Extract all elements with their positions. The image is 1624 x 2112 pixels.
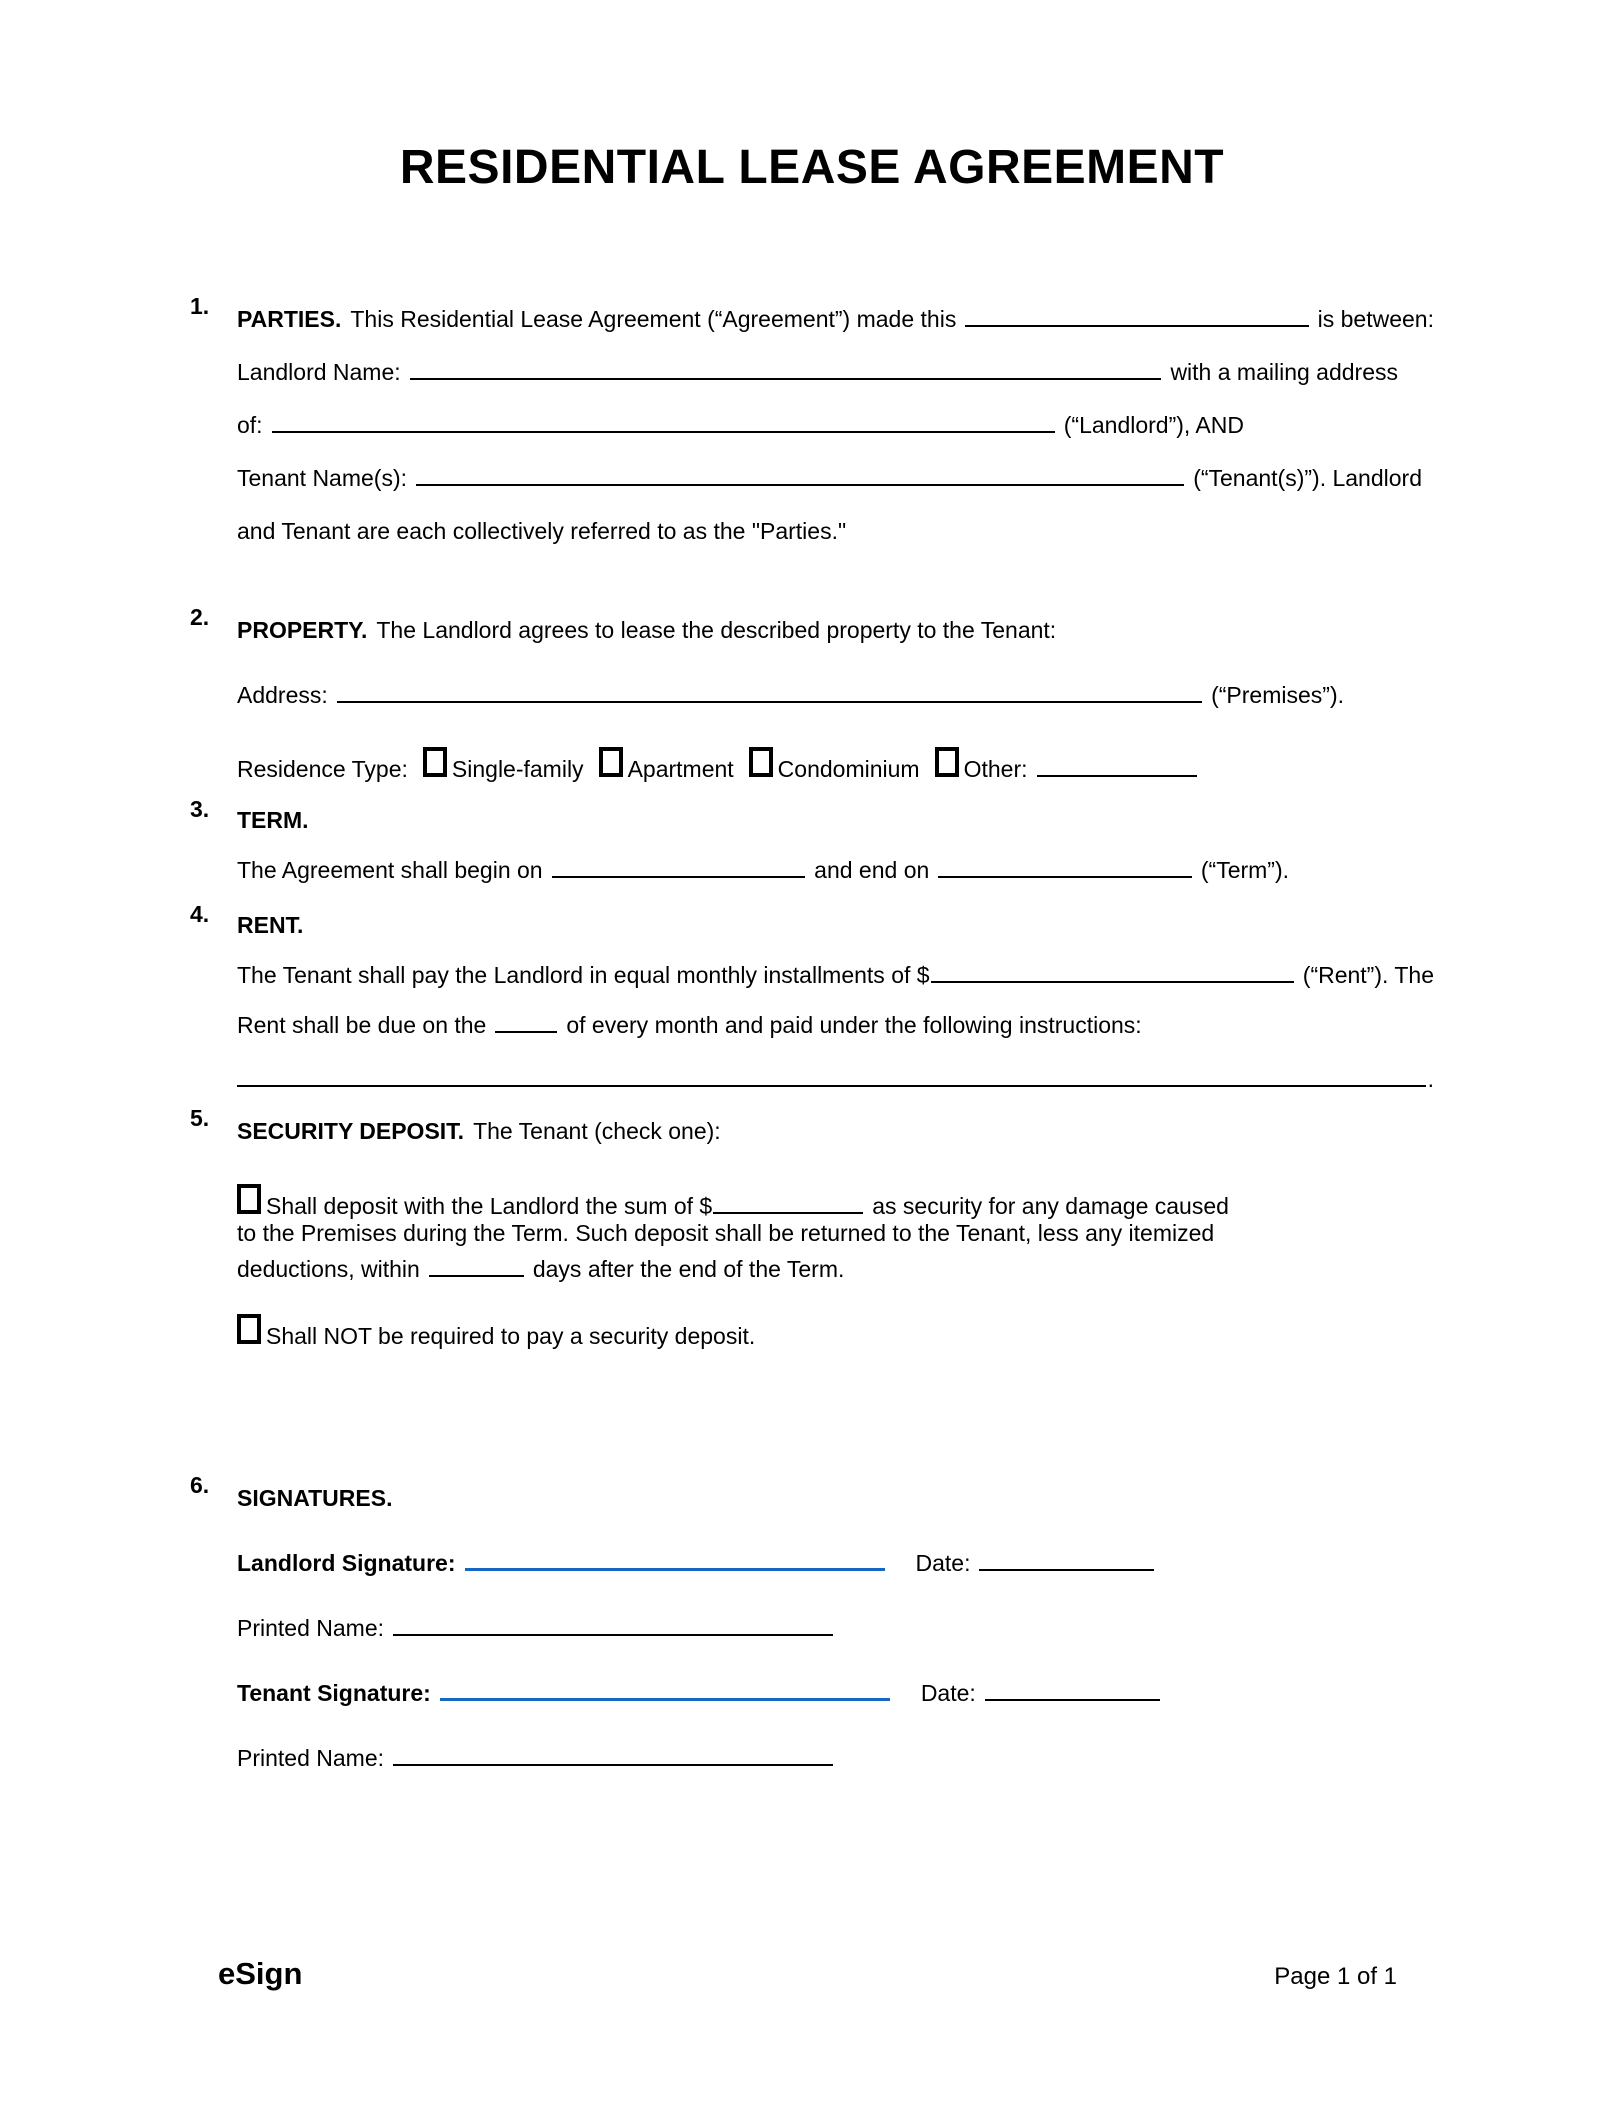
blank-residence-other[interactable] [1037,775,1197,777]
section-number: 5. [190,1105,210,1131]
blank-term-start-date[interactable] [552,876,806,878]
blank-tenant-sign-date[interactable] [985,1699,1160,1701]
blank-property-address[interactable] [337,701,1202,703]
deposit-option1-line1-pre: Shall deposit with the Landlord the sum of $ [266,1193,713,1219]
tenant-names-label: Tenant Name(s): [237,465,408,491]
section-parties-content [237,293,1434,558]
blank-payment-instructions[interactable] [237,1085,1426,1087]
parties-label: PARTIES. [237,306,342,332]
page-footer [218,1956,1397,1992]
blank-tenant-printed-name[interactable] [393,1764,833,1766]
rent-line3-post: . [1427,1066,1434,1092]
blank-deposit-amount[interactable] [713,1212,863,1214]
deposit-option1-line3 [237,1254,1434,1290]
rent-line2-post: of every month and paid under the following instructions: [566,1012,1142,1038]
security-deposit-heading-line [237,1105,1434,1158]
security-deposit-heading-rest: The Tenant (check one): [473,1118,721,1144]
blank-rent-due-day[interactable] [495,1031,557,1033]
deposit-option1-line3-post: days after the end of the Term. [532,1256,845,1282]
checkbox-other[interactable] [935,747,959,777]
parties-intro-line [237,293,1434,346]
checkbox-apartment[interactable] [599,747,623,777]
landlord-printed-name-label: Printed Name: [237,1615,385,1641]
signatures-heading-line [237,1472,1434,1525]
residence-option-label: Other: [963,756,1028,782]
landlord-name-line [237,346,1398,399]
deposit-option1-line2-text: to the Premises during the Term. Such deposit shall be returned to the Tenant, less any itemized [237,1220,1215,1246]
parties-closing: and Tenant are each collectively referred to as the "Parties." [237,518,847,544]
parties-intro-post: is between: [1317,306,1434,332]
checkbox-condominium[interactable] [749,747,773,777]
checkbox-deposit-required[interactable] [237,1184,261,1214]
tenant-date-label: Date: [920,1680,976,1706]
blank-tenant-signature[interactable] [440,1698,890,1701]
rent-line1-pre: The Tenant shall pay the Landlord in equal monthly installments of $ [237,962,930,988]
rent-due-line [237,1001,1434,1051]
section-property [190,604,1434,787]
landlord-date-label: Date: [915,1550,971,1576]
mailing-address-line [237,399,1244,452]
property-label: PROPERTY. [237,617,368,643]
signatures-label: SIGNATURES. [237,1485,393,1511]
deposit-option1-line1-post: as security for any damage caused [872,1193,1229,1219]
tenant-signature-label: Tenant Signature: [237,1680,431,1706]
section-rent [190,901,1434,1105]
landlord-name-post: with a mailing address [1170,359,1398,385]
property-heading-rest: The Landlord agrees to lease the described property to the Tenant: [376,617,1057,643]
deposit-option1-line3-pre: deductions, within [237,1256,420,1282]
esign-logo: eSign [218,1956,303,1991]
section-signatures [190,1472,1434,1785]
section-number: 3. [190,796,210,822]
section-security-deposit-content [237,1105,1434,1352]
section-term [190,796,1434,896]
mailing-of-post: (“Landlord”), AND [1063,412,1244,438]
term-line-pre: The Agreement shall begin on [237,857,543,883]
blank-term-end-date[interactable] [938,876,1192,878]
mailing-of-label: of: [237,412,263,438]
checkbox-single-family[interactable] [423,747,447,777]
checkbox-no-deposit[interactable] [237,1314,261,1344]
residence-type-label: Residence Type: [237,756,408,782]
property-address-line [237,669,1344,722]
rent-amount-line [237,951,1434,1001]
term-line-post: (“Term”). [1200,857,1290,883]
residence-option-label: Condominium [777,756,920,782]
section-number: 4. [190,901,210,927]
tenant-signature-line [237,1667,1434,1720]
blank-tenant-names[interactable] [416,484,1184,486]
section-property-content [237,604,1434,787]
landlord-signature-line [237,1537,1434,1590]
section-rent-content [237,901,1434,1105]
landlord-printed-name-line [237,1602,1434,1655]
property-address-post: (“Premises”). [1211,682,1344,708]
section-signatures-content [237,1472,1434,1785]
property-address-label: Address: [237,682,328,708]
property-heading-line [237,604,1434,657]
landlord-signature-label: Landlord Signature: [237,1550,456,1576]
section-term-content [237,796,1434,896]
security-deposit-label: SECURITY DEPOSIT. [237,1118,465,1144]
page-title: RESIDENTIAL LEASE AGREEMENT [399,141,1225,194]
rent-heading-line [237,901,1434,951]
section-security-deposit [190,1105,1434,1352]
blank-mailing-address[interactable] [272,431,1055,433]
rent-instructions-line [237,1055,1434,1105]
blank-deposit-return-days[interactable] [429,1275,524,1277]
parties-intro-pre: This Residential Lease Agreement (“Agreement”) made this [350,306,957,332]
tenant-printed-name-label: Printed Name: [237,1745,385,1771]
blank-landlord-signature[interactable] [465,1568,885,1571]
section-number: 1. [190,293,210,319]
rent-label: RENT. [237,912,304,938]
blank-landlord-sign-date[interactable] [979,1569,1154,1571]
residence-type-line [237,734,1434,787]
blank-landlord-printed-name[interactable] [393,1634,833,1636]
rent-line2-pre: Rent shall be due on the [237,1012,487,1038]
rent-line1-post: (“Rent”). The [1302,962,1434,988]
section-number: 2. [190,604,210,630]
blank-rent-amount[interactable] [931,981,1294,983]
term-heading-line [237,796,1434,846]
page-number-indicator: Page 1 of 1 [1274,1963,1397,1990]
deposit-option1-line1 [237,1182,1434,1218]
deposit-option2-text: Shall NOT be required to pay a security deposit. [266,1323,756,1349]
term-line-mid: and end on [814,857,930,883]
term-dates-line [237,846,1289,896]
section-parties [190,293,1434,558]
tenant-printed-name-line [237,1732,1434,1785]
term-label: TERM. [237,807,309,833]
residence-option-label: Single-family [451,756,584,782]
landlord-name-label: Landlord Name: [237,359,401,385]
parties-closing-line [237,505,1434,558]
section-number: 6. [190,1472,210,1498]
tenant-names-post: (“Tenant(s)”). Landlord [1193,465,1422,491]
deposit-option1-line2 [237,1218,1434,1254]
deposit-option2-line [237,1312,1434,1352]
residence-option-label: Apartment [627,756,734,782]
blank-date-made[interactable] [965,325,1308,327]
tenant-names-line [237,452,1422,505]
blank-landlord-name[interactable] [410,378,1162,380]
